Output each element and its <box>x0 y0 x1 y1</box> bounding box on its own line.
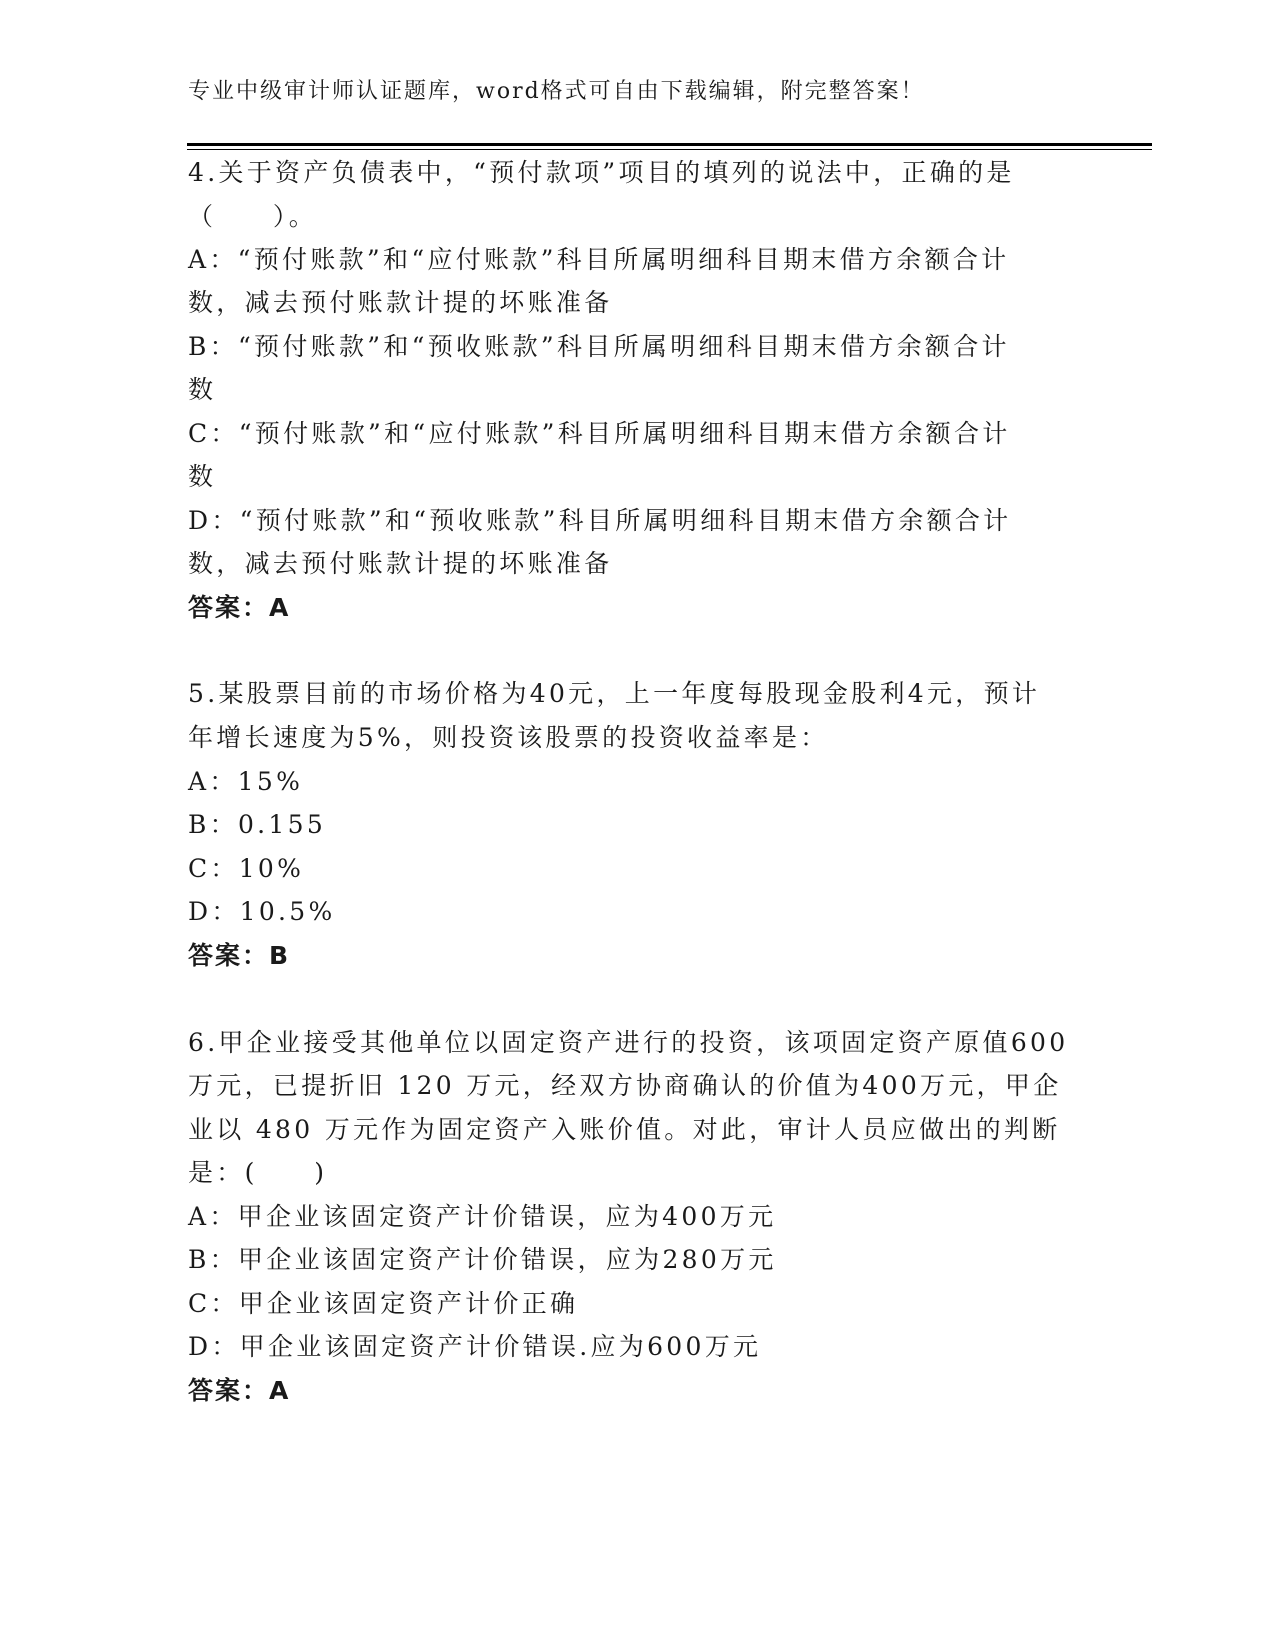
question-4-answer: 答案：A <box>188 593 291 622</box>
page-header-text: 专业中级审计师认证题库，word格式可自由下载编辑，附完整答案！ <box>188 79 925 104</box>
question-4-option-a-line-1: A：“预付账款”和“应付账款”科目所属明细科目期末借方余额合计 <box>188 245 1010 274</box>
question-6-stem-line-1: 6.甲企业接受其他单位以固定资产进行的投资，该项固定资产原值600 <box>188 1028 1069 1057</box>
question-4-option-d-line-1: D：“预付账款”和“预收账款”科目所属明细科目期末借方余额合计 <box>188 506 1012 535</box>
question-4-option-d-line-2: 数，减去预付账款计提的坏账准备 <box>188 549 613 578</box>
header-rule-thin <box>187 149 1152 150</box>
question-6-answer: 答案：A <box>188 1376 291 1405</box>
question-5-option-c: C：10% <box>188 854 305 883</box>
question-5-option-b: B：0.155 <box>188 810 327 839</box>
question-4-stem-line-1: 4.关于资产负债表中，“预付款项”项目的填列的说法中，正确的是 <box>188 158 1015 187</box>
header-rule-thick <box>187 143 1152 146</box>
question-5-answer: 答案：B <box>188 941 291 970</box>
question-5-stem-line-1: 5.某股票目前的市场价格为40元，上一年度每股现金股利4元，预计 <box>188 679 1041 708</box>
question-6-stem-line-3: 业以 480 万元作为固定资产入账价值。对此，审计人员应做出的判断 <box>188 1115 1061 1144</box>
question-5-option-d: D：10.5% <box>188 897 336 926</box>
question-5-option-a: A：15% <box>188 767 304 796</box>
question-6-option-b: B：甲企业该固定资产计价错误，应为280万元 <box>188 1245 777 1274</box>
question-4-option-c-line-2: 数 <box>188 462 217 491</box>
question-6-option-c: C：甲企业该固定资产计价正确 <box>188 1289 579 1318</box>
question-4-option-b-line-1: B：“预付账款”和“预收账款”科目所属明细科目期末借方余额合计 <box>188 332 1010 361</box>
question-6-stem-line-4: 是：( ) <box>188 1158 328 1187</box>
question-4-option-c-line-1: C：“预付账款”和“应付账款”科目所属明细科目期末借方余额合计 <box>188 419 1011 448</box>
question-4-stem-line-2: （ ）。 <box>188 202 318 231</box>
question-6-option-a: A：甲企业该固定资产计价错误，应为400万元 <box>188 1202 777 1231</box>
question-4-option-b-line-2: 数 <box>188 375 217 404</box>
question-4-option-a-line-2: 数，减去预付账款计提的坏账准备 <box>188 288 613 317</box>
question-5-stem-line-2: 年增长速度为5%，则投资该股票的投资收益率是： <box>188 723 829 752</box>
question-6-option-d: D：甲企业该固定资产计价错误.应为600万元 <box>188 1332 762 1361</box>
question-6-stem-line-2: 万元，已提折旧 120 万元，经双方协商确认的价值为400万元，甲企 <box>188 1071 1062 1100</box>
